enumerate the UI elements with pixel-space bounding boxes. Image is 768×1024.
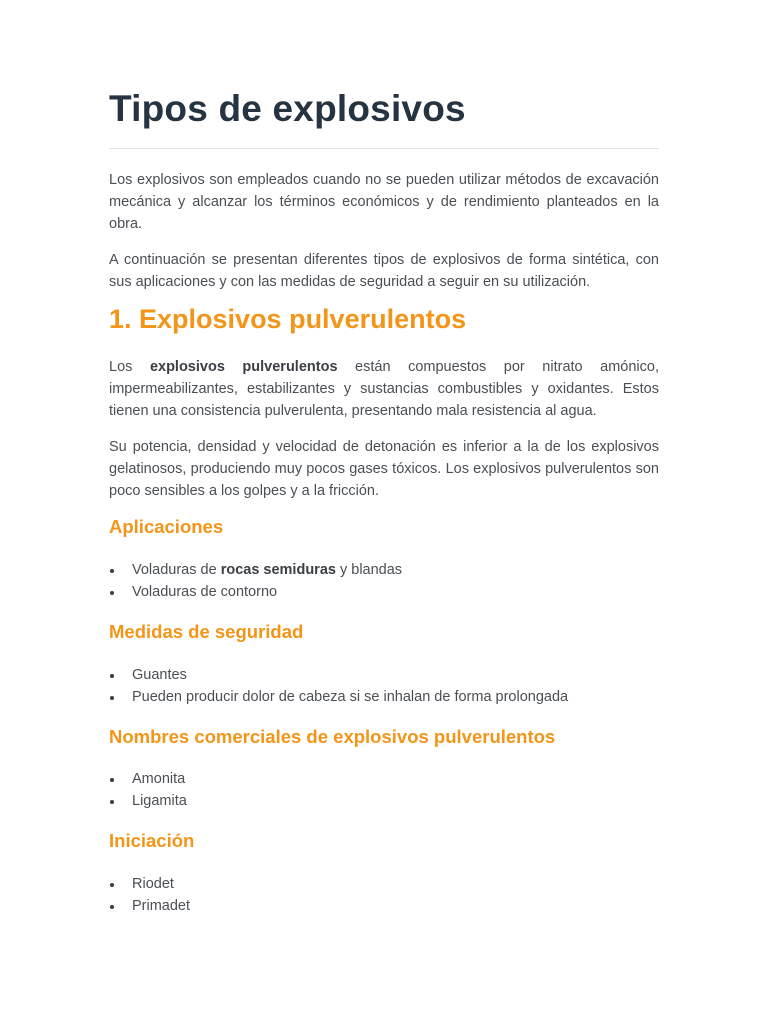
bullet-icon <box>110 674 114 678</box>
bullet-icon <box>110 905 114 909</box>
section-paragraph-1 <box>109 356 659 422</box>
list-item-text: Pueden producir dolor de cabeza si se inhalan de forma prolongada <box>132 689 569 705</box>
list-item <box>109 873 659 895</box>
list-item-text: Riodet <box>132 876 174 892</box>
list-iniciacion <box>109 873 659 917</box>
list-item <box>109 581 659 603</box>
title-divider <box>109 148 659 149</box>
bold-term: rocas semiduras <box>220 562 336 578</box>
bullet-icon <box>110 883 114 887</box>
bullet-icon <box>110 800 114 804</box>
section-paragraph-2: Su potencia, densidad y velocidad de detonación es inferior a la de los explosivos gelatinosos, produciendo muy pocos gases tóxicos. Los explosivos pulverulentos son poco sensibles a los golpes y a la fricción. <box>109 439 659 499</box>
list-item-text: Guantes <box>132 667 187 683</box>
list-item-text: Primadet <box>132 898 191 914</box>
list-nombres-comerciales <box>109 768 659 812</box>
list-item <box>109 768 659 790</box>
subheading-medidas-seguridad: Medidas de seguridad <box>109 621 304 642</box>
subheading-nombres-comerciales: Nombres comerciales de explosivos pulverulentos <box>109 726 556 747</box>
paragraph-text-rest: están compuestos por nitrato amónico, impermeabilizantes, estabilizantes y sustancias combustibles y oxidantes. Estos tienen una consistencia pulverulenta, presentando mala resistencia al agua. <box>109 359 659 419</box>
list-item-text-start: Voladuras de <box>132 562 221 578</box>
list-item-text: Amonita <box>132 771 186 787</box>
list-item <box>109 686 659 708</box>
subheading-iniciacion: Iniciación <box>109 830 195 851</box>
list-item <box>109 790 659 812</box>
section-heading-pulverulentos: 1. Explosivos pulverulentos <box>109 304 467 334</box>
list-item <box>109 664 659 686</box>
bold-term: explosivos pulverulentos <box>149 359 338 375</box>
bullet-icon <box>110 696 114 700</box>
list-item <box>109 559 659 581</box>
bullet-icon <box>110 591 114 595</box>
list-item-text: Ligamita <box>132 793 187 809</box>
list-item <box>109 895 659 917</box>
subheading-aplicaciones: Aplicaciones <box>109 516 224 537</box>
paragraph-text-start: Los <box>109 359 150 375</box>
intro-paragraph-2: A continuación se presentan diferentes tipos de explosivos de forma sintética, con sus aplicaciones y con las medidas de seguridad a seguir en su utilización. <box>109 252 659 290</box>
bullet-icon <box>110 569 114 573</box>
list-item-text: Voladuras de contorno <box>132 584 278 600</box>
page-title: Tipos de explosivos <box>109 88 466 129</box>
list-aplicaciones <box>109 559 659 603</box>
list-item-text-rest: y blandas <box>335 562 403 578</box>
intro-paragraph-1: Los explosivos son empleados cuando no se pueden utilizar métodos de excavación mecánica y alcanzar los términos económicos y de rendimiento planteados en la obra. <box>109 172 659 232</box>
list-medidas-seguridad <box>109 664 659 708</box>
bullet-icon <box>110 778 114 782</box>
